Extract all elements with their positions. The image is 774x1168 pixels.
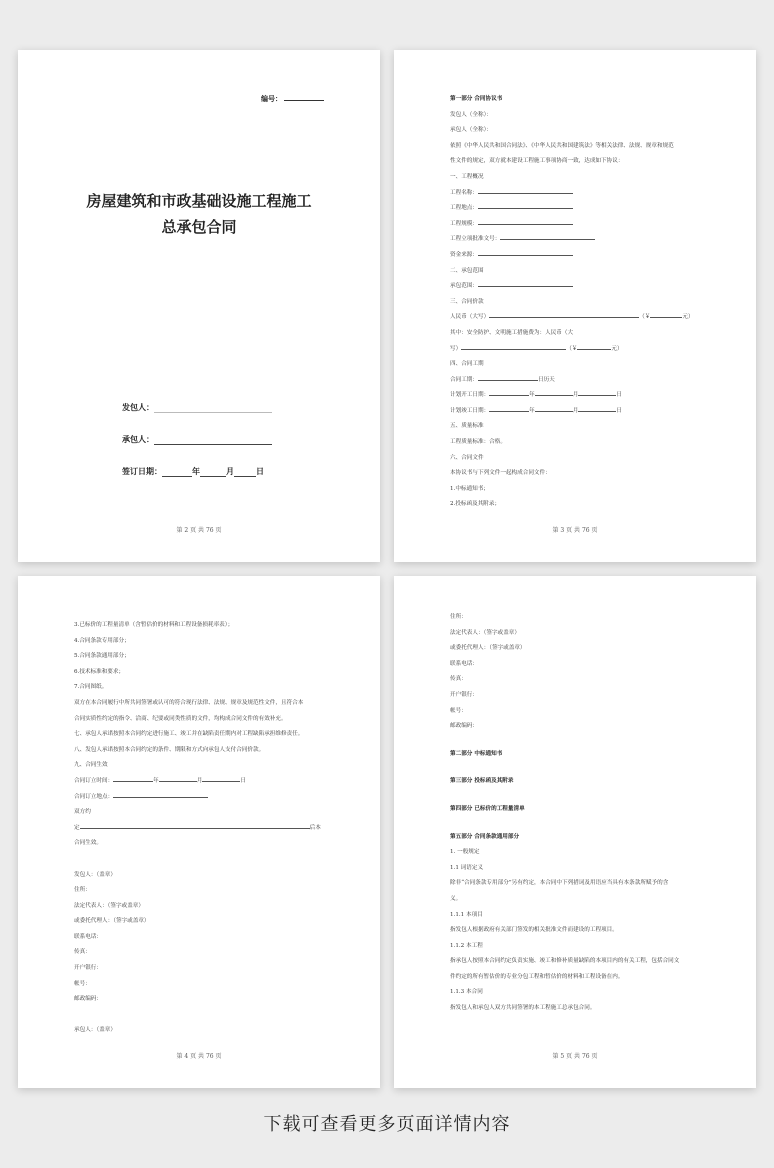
fill-in-blank bbox=[578, 405, 616, 412]
line-text: 工程立项批准文号： bbox=[450, 236, 501, 243]
document-line bbox=[450, 232, 700, 248]
contract-title-line-2: 总承包合同 bbox=[161, 218, 237, 236]
line-text: 发包人：（盖章） bbox=[74, 871, 116, 878]
line-text: 写） bbox=[450, 345, 462, 352]
line-text: 七、承包人承诺按照本合同约定进行施工、竣工并在缺陷责任期内对工程缺陷承担维修责任。 bbox=[74, 731, 304, 738]
line-text: 定 bbox=[74, 824, 80, 831]
document-line bbox=[450, 845, 700, 861]
line-text: 2.投标函及其附录； bbox=[450, 501, 501, 508]
document-line bbox=[450, 373, 700, 389]
document-line bbox=[450, 326, 700, 342]
line-text: 1.1.1 本项目 bbox=[450, 911, 483, 918]
document-line bbox=[450, 154, 700, 170]
document-line bbox=[450, 419, 700, 435]
document-line bbox=[450, 657, 700, 673]
document-line bbox=[450, 295, 700, 311]
document-line bbox=[450, 970, 700, 986]
section-heading bbox=[450, 830, 700, 846]
line-text: 4.合同条款专用部分； bbox=[74, 637, 130, 644]
page-4-body bbox=[74, 618, 324, 1039]
fill-in-blank bbox=[478, 218, 573, 225]
line-text: 人民币（大写） bbox=[450, 314, 490, 321]
fill-in-blank bbox=[113, 775, 153, 782]
line-text: 四、合同工期 bbox=[450, 361, 484, 368]
document-line bbox=[450, 954, 700, 970]
document-line bbox=[450, 248, 700, 264]
line-text: 传真： bbox=[74, 949, 91, 956]
fill-in-blank bbox=[202, 775, 240, 782]
line-text: 依照《中华人民共和国合同法》、《中华人民共和国建筑法》等相关法律、法规、规章和规范 bbox=[450, 142, 674, 149]
fill-in-blank bbox=[478, 249, 573, 256]
line-text: 年 bbox=[153, 777, 159, 784]
line-text: 计划竣工日期： bbox=[450, 407, 490, 414]
page-3-body bbox=[450, 92, 700, 513]
line-text: 双方在本合同履行中所共同签署或认可的符合现行法律、法规、规章及规范性文件，且符合本 bbox=[74, 699, 304, 706]
line-text: 法定代表人：（签字或盖章） bbox=[74, 902, 144, 909]
line-text: 年 bbox=[529, 392, 535, 399]
download-caption: 下载可查看更多页面详情内容 bbox=[263, 1114, 511, 1135]
line-text: 月 bbox=[572, 392, 579, 399]
document-line bbox=[450, 892, 700, 908]
line-text: 月 bbox=[196, 777, 203, 784]
line-text: 7.合同图纸。 bbox=[74, 684, 108, 691]
line-text: 合同生效。 bbox=[74, 840, 102, 847]
line-text: 件约定的所有暂估价的专业分包工程和暂估价的材料和工程设备在内。 bbox=[450, 973, 624, 980]
line-text: 元） bbox=[682, 314, 694, 321]
document-line bbox=[450, 342, 700, 358]
line-text: 其中：安全防护、文明施工措施费为：人民币（大 bbox=[450, 329, 574, 336]
document-line bbox=[74, 805, 324, 821]
line-text: 合同订立时间： bbox=[74, 777, 114, 784]
line-text: 1.1.3 本合同 bbox=[450, 989, 483, 996]
document-line bbox=[450, 672, 700, 688]
line-text: 二、承包范围 bbox=[450, 267, 484, 274]
month-label: 月 bbox=[226, 467, 234, 476]
document-line bbox=[450, 641, 700, 657]
document-line bbox=[450, 388, 700, 404]
document-line bbox=[74, 945, 324, 961]
contract-number-label: 编号： bbox=[261, 94, 282, 103]
document-line bbox=[450, 719, 700, 735]
line-text: 五、质量标准 bbox=[450, 423, 484, 430]
document-line bbox=[450, 279, 700, 295]
contract-title bbox=[18, 188, 380, 240]
line-text: 年 bbox=[529, 407, 535, 414]
document-line bbox=[450, 704, 700, 720]
document-line bbox=[74, 727, 324, 743]
fill-in-blank bbox=[80, 822, 310, 829]
contractor-blank bbox=[154, 444, 272, 445]
line-text: 联系电话： bbox=[450, 660, 478, 667]
line-text: 指发包人和承包人双方共同签署的本工程施工总承包合同。 bbox=[450, 1005, 596, 1012]
year-blank bbox=[162, 476, 192, 477]
line-text: 6.技术标准和要求； bbox=[74, 668, 125, 675]
fill-in-blank bbox=[489, 389, 529, 396]
line-text: 六、合同文件 bbox=[450, 454, 484, 461]
line-text: 帐号： bbox=[74, 980, 91, 987]
line-text: 或委托代理人：（签字或盖章） bbox=[450, 645, 526, 652]
document-line bbox=[74, 665, 324, 681]
sign-date-label: 签订日期： bbox=[122, 467, 162, 476]
line-text: 第五部分 合同条款通用部分 bbox=[450, 833, 520, 840]
line-text: （￥ bbox=[639, 314, 651, 321]
line-text: 工程质量标准：合格。 bbox=[450, 439, 506, 446]
document-line bbox=[450, 1001, 700, 1017]
line-text: 1. 一般规定 bbox=[450, 849, 480, 856]
line-text: 工程名称： bbox=[450, 189, 478, 196]
line-text: 住所： bbox=[450, 614, 467, 620]
line-text: 资金来源： bbox=[450, 251, 478, 258]
line-text: 联系电话： bbox=[74, 933, 102, 940]
document-line bbox=[74, 758, 324, 774]
contractor-signature-row bbox=[122, 434, 272, 445]
line-text: 开户银行： bbox=[74, 965, 102, 972]
document-line bbox=[450, 908, 700, 924]
document-line bbox=[74, 649, 324, 665]
document-line bbox=[450, 139, 700, 155]
document-line bbox=[450, 497, 700, 513]
employer-blank bbox=[154, 412, 272, 413]
line-text: 日历天 bbox=[537, 376, 555, 383]
line-text: 后本 bbox=[309, 824, 321, 831]
line-text: 八、发包人承诺按照本合同约定的条件、期限和方式向承包人支付合同价款。 bbox=[74, 746, 265, 753]
document-line bbox=[74, 790, 324, 806]
fill-in-blank bbox=[535, 389, 573, 396]
document-line bbox=[450, 688, 700, 704]
line-text: 日 bbox=[616, 407, 622, 414]
contractor-label: 承包人： bbox=[122, 435, 154, 444]
line-text: 法定代表人：（签字或盖章） bbox=[450, 629, 520, 636]
document-line bbox=[74, 821, 324, 837]
line-text: 邮政编码： bbox=[74, 996, 102, 1003]
line-text: 住所： bbox=[74, 887, 91, 894]
document-line bbox=[74, 836, 324, 852]
document-line bbox=[74, 1008, 324, 1024]
document-line bbox=[74, 774, 324, 790]
document-line bbox=[74, 883, 324, 899]
fill-in-blank bbox=[489, 405, 529, 412]
fill-in-blank bbox=[577, 343, 611, 350]
line-text: 义。 bbox=[450, 895, 462, 902]
line-text: 3.已标价的工程量清单（含暂估价的材料和工程设备损耗率表）； bbox=[74, 622, 234, 628]
fill-in-blank bbox=[461, 343, 566, 350]
line-text: 合同订立地点： bbox=[74, 793, 114, 800]
line-text: 三、合同价款 bbox=[450, 298, 484, 305]
line-text: 工程地点： bbox=[450, 205, 478, 212]
line-text: 或委托代理人：（签字或盖章） bbox=[74, 918, 150, 925]
section-heading bbox=[450, 92, 700, 108]
line-text: 承包范围： bbox=[450, 283, 478, 290]
page-footer: 第 4 页 共 76 页 bbox=[176, 1053, 222, 1060]
line-text: 传真： bbox=[450, 676, 467, 683]
month-blank bbox=[200, 476, 226, 477]
line-text: 一、工程概况 bbox=[450, 173, 484, 180]
line-text: 指承包人按照本合同约定负责实施、竣工和修补质量缺陷的本项目内的有关工程，包括合同文 bbox=[450, 958, 680, 965]
line-text: 除非“合同条款专用部分”另有约定，本合同中下列措词及用语应当具有本条款所赋予的含 bbox=[450, 880, 669, 887]
fill-in-blank bbox=[535, 405, 573, 412]
document-line bbox=[74, 712, 324, 728]
document-line bbox=[450, 186, 700, 202]
fill-in-blank bbox=[478, 280, 573, 287]
page-5-body bbox=[450, 610, 700, 1017]
document-line bbox=[74, 852, 324, 868]
contract-title-line-1: 房屋建筑和市政基础设施工程施工 bbox=[86, 192, 312, 210]
document-line bbox=[450, 939, 700, 955]
line-text: 计划开工日期： bbox=[450, 392, 490, 399]
line-text: 指发包人根据政府有关部门签发的相关批准文件而建设的工程项目。 bbox=[450, 927, 618, 934]
line-text: 月 bbox=[572, 407, 579, 414]
document-line bbox=[74, 914, 324, 930]
document-line bbox=[74, 868, 324, 884]
fill-in-blank bbox=[500, 233, 595, 240]
line-text: 1.中标通知书； bbox=[450, 485, 489, 492]
document-page-4 bbox=[18, 576, 380, 1088]
section-heading bbox=[450, 774, 700, 790]
document-line bbox=[450, 310, 700, 326]
document-line bbox=[450, 217, 700, 233]
fill-in-blank bbox=[159, 775, 197, 782]
line-text: 5.合同条款通用部分； bbox=[74, 653, 130, 660]
employer-label: 发包人： bbox=[122, 403, 154, 412]
document-line bbox=[450, 170, 700, 186]
fill-in-blank bbox=[478, 374, 538, 381]
document-page-2 bbox=[18, 50, 380, 562]
document-line bbox=[450, 108, 700, 124]
document-line bbox=[74, 1023, 324, 1039]
line-text: 1.1 词语定义 bbox=[450, 864, 484, 871]
document-page-3 bbox=[394, 50, 756, 562]
page-footer: 第 2 页 共 76 页 bbox=[176, 527, 222, 534]
sign-date-row bbox=[122, 466, 264, 477]
line-text: （￥ bbox=[566, 345, 578, 352]
document-line bbox=[450, 923, 700, 939]
line-text: 本协议书与下列文件一起构成合同文件： bbox=[450, 470, 551, 477]
document-line bbox=[74, 743, 324, 759]
employer-signature-row bbox=[122, 402, 272, 413]
fill-in-blank bbox=[478, 202, 573, 209]
line-text: 九、合同生效 bbox=[74, 762, 108, 769]
line-text: 承包人：（盖章） bbox=[74, 1027, 116, 1034]
document-line bbox=[450, 626, 700, 642]
year-label: 年 bbox=[192, 467, 200, 476]
document-line bbox=[450, 404, 700, 420]
page-footer: 第 5 页 共 76 页 bbox=[552, 1053, 598, 1060]
line-text: 承包人（全称）： bbox=[450, 127, 492, 134]
line-text: 日 bbox=[616, 392, 622, 399]
line-text: 工程规模： bbox=[450, 220, 478, 227]
document-line bbox=[74, 992, 324, 1008]
document-line bbox=[74, 930, 324, 946]
fill-in-blank bbox=[489, 311, 639, 318]
document-line bbox=[450, 985, 700, 1001]
page-footer: 第 3 页 共 76 页 bbox=[552, 527, 598, 534]
fill-in-blank bbox=[650, 311, 682, 318]
section-heading bbox=[450, 747, 700, 763]
document-line bbox=[74, 977, 324, 993]
document-line bbox=[74, 696, 324, 712]
document-line bbox=[450, 264, 700, 280]
line-text: 第四部分 已标价的工程量清单 bbox=[450, 805, 525, 812]
document-line bbox=[450, 482, 700, 498]
contract-number-field bbox=[261, 94, 324, 104]
line-text: 第一部分 合同协议书 bbox=[450, 96, 503, 102]
document-line bbox=[450, 201, 700, 217]
line-text: 第二部分 中标通知书 bbox=[450, 750, 503, 757]
line-text: 帐号： bbox=[450, 707, 467, 714]
document-line bbox=[74, 899, 324, 915]
document-line bbox=[450, 466, 700, 482]
document-line bbox=[450, 451, 700, 467]
line-text: 元） bbox=[611, 345, 623, 352]
document-line bbox=[450, 357, 700, 373]
line-text: 1.1.2 本工程 bbox=[450, 942, 483, 949]
line-text: 合同工期： bbox=[450, 376, 478, 383]
document-page-5 bbox=[394, 576, 756, 1088]
document-line bbox=[74, 680, 324, 696]
fill-in-blank bbox=[578, 389, 616, 396]
line-text: 开户银行： bbox=[450, 691, 478, 698]
contract-number-blank bbox=[284, 100, 324, 101]
document-line bbox=[450, 435, 700, 451]
line-text: 合同实质性约定的指令、洽商、纪要或同类性质的文件，均构成合同文件的有效补充。 bbox=[74, 715, 287, 722]
line-text: 日 bbox=[240, 777, 246, 784]
section-heading bbox=[450, 802, 700, 818]
day-label: 日 bbox=[256, 467, 264, 476]
document-line bbox=[450, 610, 700, 626]
line-text: 双方约 bbox=[74, 809, 91, 816]
fill-in-blank bbox=[478, 187, 573, 194]
document-line bbox=[74, 961, 324, 977]
document-line bbox=[450, 123, 700, 139]
line-text: 邮政编码： bbox=[450, 723, 478, 730]
day-blank bbox=[234, 476, 256, 477]
line-text: 发包人（全称）： bbox=[450, 111, 492, 118]
document-line bbox=[450, 861, 700, 877]
document-line bbox=[74, 634, 324, 650]
document-line bbox=[74, 618, 324, 634]
line-text: 性文件的规定，双方就本建设工程施工事项协商一致，达成如下协议： bbox=[450, 158, 624, 165]
document-line bbox=[450, 876, 700, 892]
fill-in-blank bbox=[113, 791, 208, 798]
line-text: 第三部分 投标函及其附录 bbox=[450, 778, 514, 785]
